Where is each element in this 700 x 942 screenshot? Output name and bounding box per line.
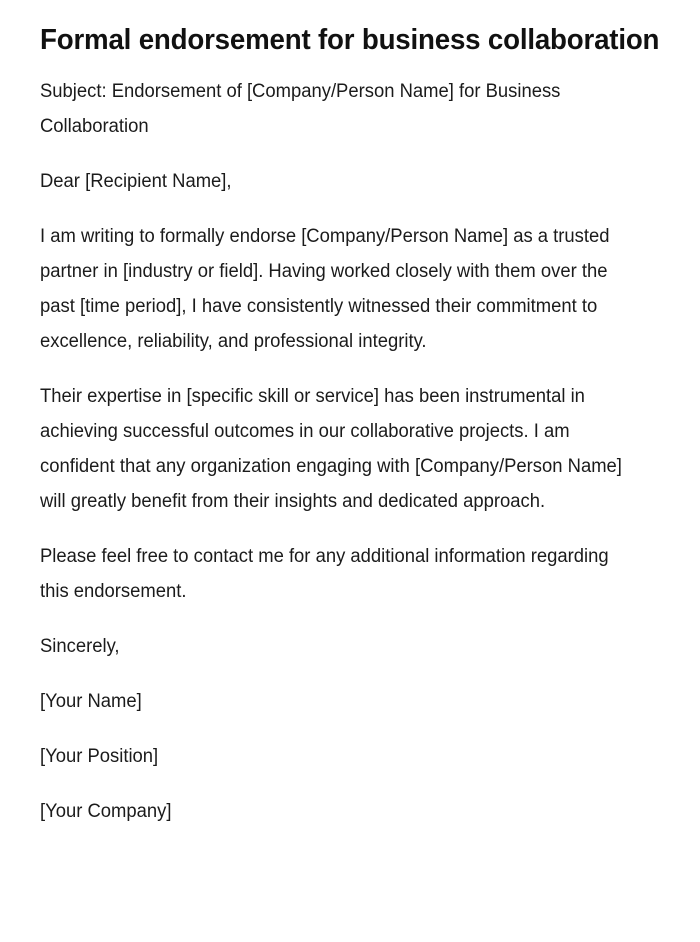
paragraph-expertise: Their expertise in [specific skill or service] has been instrumental in achieving successful outcomes in our collaborative projects. I am confident that any organization engaging with [Company/Person Name] will greatly benefit from their insights and dedicated approach. [40, 386, 622, 512]
paragraph-contact: Please feel free to contact me for any additional information regarding this endorsement. [40, 546, 609, 602]
page-title: Formal endorsement for business collaboration [40, 24, 660, 56]
signature-position: [Your Position] [40, 746, 159, 767]
paragraph-closing: Sincerely, [40, 636, 120, 657]
paragraph-subject: Subject: Endorsement of [Company/Person Name] for Business Collaboration [40, 81, 561, 137]
paragraph-endorsement: I am writing to formally endorse [Company/Person Name] as a trusted partner in [industry or field]. Having worked closely with them over the past [time period], I have consistently witnessed their commitment to excellence, reliability, and professional integrity. [40, 226, 610, 352]
signature-name: [Your Name] [40, 691, 142, 712]
paragraph-salutation: Dear [Recipient Name], [40, 171, 232, 192]
letter-body [40, 74, 640, 829]
letter-article [40, 22, 660, 829]
signature-company: [Your Company] [40, 801, 172, 822]
